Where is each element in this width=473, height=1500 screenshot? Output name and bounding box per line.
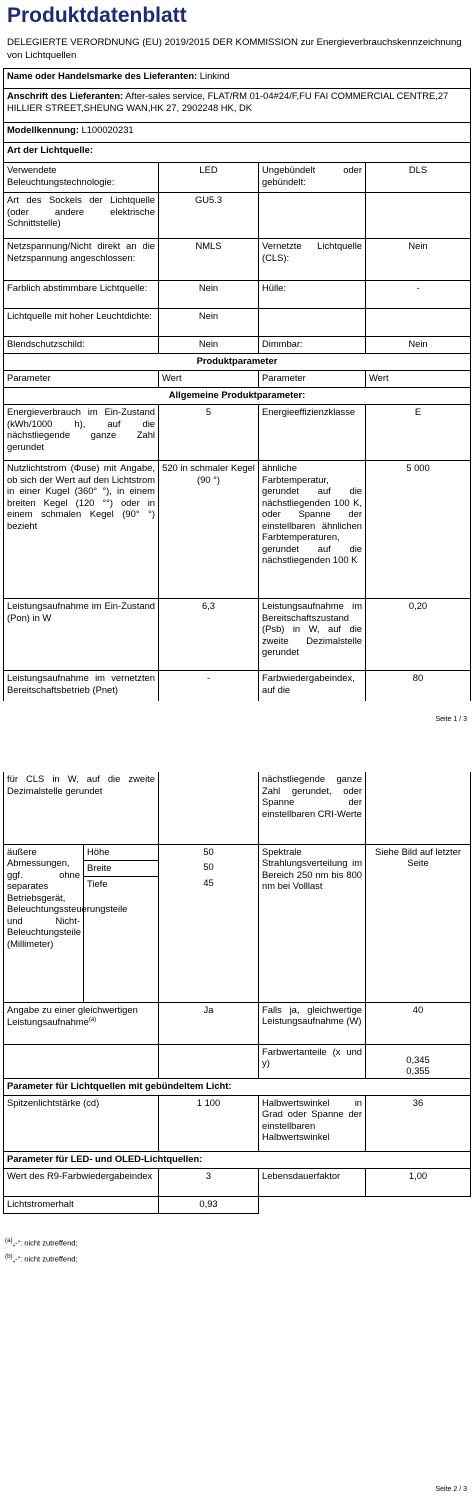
param-label: Blendschutzschild: [4, 337, 159, 354]
footnote-text: „-“: nicht zutreffend; [12, 1238, 78, 1248]
supplier-address-label: Anschrift des Lieferanten: [7, 90, 124, 101]
param-value [159, 772, 259, 844]
param-value: 5 000 [366, 461, 471, 599]
param-value: Nein [366, 337, 471, 354]
param-value: - [159, 671, 259, 701]
param-value: LED [159, 163, 259, 193]
param-value: NMLS [159, 239, 259, 281]
table-row [4, 1196, 471, 1213]
param-value [159, 1044, 259, 1078]
param-label: Lebensdauerfaktor [259, 1168, 366, 1196]
page-1 [0, 0, 473, 728]
model-row [4, 123, 471, 143]
column-header-parameter: Parameter [4, 371, 159, 388]
dimension-value: 45 [159, 876, 259, 1002]
param-value: Siehe Bild auf letzter Seite [366, 844, 471, 1002]
param-value: 36 [366, 1095, 471, 1151]
dimension-name: Breite [84, 860, 159, 876]
param-label: Leistungsaufnahme im Bereitschaftszustand (Psb) in W, auf die zweite Dezimalstelle gerundet [259, 599, 366, 671]
table-row [4, 599, 471, 671]
table-row [4, 309, 471, 337]
param-label: Farblich abstimmbare Lichtquelle: [4, 281, 159, 309]
param-label: Farbwertanteile (x und y) [259, 1044, 366, 1078]
page-2 [0, 772, 473, 1500]
supplier-address-value: After-sales service, FLAT/RM 01-04#24/F,FU FAI COMMERCIAL CENTRE,27 HILLIER STREET,SHEUNG WAN,HK 27, 2902248 HK, DK [7, 90, 449, 113]
param-value: 520 in schmaler Kegel (90 °) [159, 461, 259, 599]
param-label: Lichtstromerhalt [4, 1196, 159, 1213]
supplier-address-row [4, 89, 471, 123]
param-label: Verwendete Beleuchtungstechnologie: [4, 163, 159, 193]
table-row [4, 671, 471, 701]
param-label [4, 1044, 159, 1078]
param-label: Spektrale Strahlungsverteilung im Bereich 250 nm bis 800 nm bei Volllast [259, 844, 366, 1002]
param-label: Halbwertswinkel in Grad oder Spanne der einstellbaren Halbwertswinkel [259, 1095, 366, 1151]
param-label [259, 309, 366, 337]
param-label [259, 193, 366, 239]
param-value: GU5.3 [159, 193, 259, 239]
param-value: 40 [366, 1002, 471, 1044]
param-value: 1,00 [366, 1168, 471, 1196]
model-value: L100020231 [81, 124, 134, 135]
param-label: Leistungsaufnahme im Ein-Zustand (Pon) in W [4, 599, 159, 671]
param-value [366, 772, 471, 844]
supplier-name-label: Name oder Handelsmarke des Lieferanten: [7, 70, 198, 81]
param-value: E [366, 405, 471, 461]
param-value [366, 1044, 471, 1078]
footnote [5, 1250, 78, 1266]
dimension-value: 50 [159, 844, 259, 860]
chroma-x: 0,345 [406, 1053, 430, 1065]
table-row [4, 405, 471, 461]
param-value: Nein [159, 309, 259, 337]
table-row [4, 844, 471, 860]
footnote-text: „-“: nicht zutreffend; [12, 1254, 78, 1263]
param-value: 6,3 [159, 599, 259, 671]
param-label: Farbwiedergabeindex, auf die [259, 671, 366, 701]
param-label: ähnliche Farbtemperatur, gerundet auf die nächstliegenden 100 K, oder Spanne der einstellbaren ähnlichen Farbtemperaturen, gerundet auf die nächstliegenden 100 K [259, 461, 366, 599]
column-header-value: Wert [159, 371, 259, 388]
param-value: Nein [366, 239, 471, 281]
product-datasheet-table-continued [3, 772, 471, 1214]
param-label: Dimmbar: [259, 337, 366, 354]
footnotes [5, 1234, 78, 1265]
param-label: Falls ja, gleichwertige Leistungsaufnahme (W) [259, 1002, 366, 1044]
dimension-name: Höhe [84, 844, 159, 860]
product-datasheet-table [3, 68, 471, 701]
param-value: DLS [366, 163, 471, 193]
param-label: Energieverbrauch im Ein-Zustand (kWh/1000 h), auf die nächstliegende ganze Zahl gerundet [4, 405, 159, 461]
chroma-y: 0,355 [406, 1065, 430, 1076]
param-label: Vernetzte Lichtquelle (CLS): [259, 239, 366, 281]
supplier-name-value: Linkind [199, 70, 230, 81]
footnote-marker: (a) [5, 1237, 13, 1244]
regulation-intro: DELEGIERTE VERORDNUNG (EU) 2019/2015 DER KOMMISSION zur Energieverbrauchskennzeichnung von Lichtquellen [7, 37, 462, 61]
param-value: Ja [159, 1002, 259, 1044]
param-value: 5 [159, 405, 259, 461]
page-title: Produktdatenblatt [7, 4, 187, 27]
footnote-marker: (a) [88, 1017, 97, 1023]
param-label: Netzspannung/Nicht direkt an die Netzspannung angeschlossen: [4, 239, 159, 281]
param-value: 0,20 [366, 599, 471, 671]
param-label: für CLS in W, auf die zweite Dezimalstelle gerundet [4, 772, 159, 844]
column-headers [4, 371, 471, 388]
table-row [4, 1044, 471, 1078]
dimension-value: 50 [159, 860, 259, 876]
light-source-type-heading: Art der Lichtquelle: [4, 143, 471, 163]
param-label [4, 1002, 159, 1044]
general-params-heading: Allgemeine Produktparameter: [4, 388, 471, 405]
table-row [4, 772, 471, 844]
equiv-label: Angabe zu einer gleichwertigen Leistungsaufnahme [7, 1003, 138, 1028]
led-params-heading: Parameter für LED- und OLED-Lichtquellen: [4, 1151, 471, 1168]
directional-params-heading: Parameter für Lichtquellen mit gebündeltem Licht: [4, 1078, 471, 1095]
param-label: Hülle: [259, 281, 366, 309]
table-row [4, 1002, 471, 1044]
model-label: Modellkennung: [7, 124, 79, 135]
dimensions-label: äußere Abmessungen, ggf. ohne separates Betriebsgerät, Beleuchtungssteuerungsteile und Nicht-Beleuchtungsteile (Millimeter) [4, 844, 84, 1002]
table-row [4, 1168, 471, 1196]
param-label: nächstliegende ganze Zahl gerundet, oder Spanne der einstellbaren CRI-Werte [259, 772, 366, 844]
table-row [4, 239, 471, 281]
param-value: Nein [159, 337, 259, 354]
param-label: Art des Sockels der Lichtquelle (oder andere elektrische Schnittstelle) [4, 193, 159, 239]
param-label: Spitzenlichtstärke (cd) [4, 1095, 159, 1151]
param-label: Energieeffizienzklasse [259, 405, 366, 461]
param-value: Nein [159, 281, 259, 309]
param-label: Lichtquelle mit hoher Leuchtdichte: [4, 309, 159, 337]
table-row [4, 281, 471, 309]
page-number: Seite 2 / 3 [435, 1486, 467, 1493]
param-value [366, 193, 471, 239]
supplier-name-row [4, 69, 471, 89]
column-header-value: Wert [366, 371, 471, 388]
param-value: 1 100 [159, 1095, 259, 1151]
param-value: 3 [159, 1168, 259, 1196]
param-label: Ungebündelt oder gebündelt: [259, 163, 366, 193]
param-label: Leistungsaufnahme im vernetzten Bereitschaftsbetrieb (Pnet) [4, 671, 159, 701]
empty-cell [366, 1196, 471, 1213]
page-number: Seite 1 / 3 [435, 716, 467, 723]
footnote [5, 1234, 78, 1250]
empty-cell [259, 1196, 366, 1213]
param-value: - [366, 281, 471, 309]
table-row [4, 1095, 471, 1151]
param-value: 80 [366, 671, 471, 701]
param-label: Nutzlichtstrom (Φuse) mit Angabe, ob sich der Wert auf den Lichtstrom in einer Kugel (360° °), in einem breiten Kegel (120 °°) oder in einem schmalen Kegel (90° °) bezieht [4, 461, 159, 599]
table-row [4, 163, 471, 193]
column-header-parameter: Parameter [259, 371, 366, 388]
footnote-marker: (b) [5, 1252, 13, 1260]
param-label: Wert des R9-Farbwiedergabeindex [4, 1168, 159, 1196]
param-value: 0,93 [159, 1196, 259, 1213]
table-row [4, 461, 471, 599]
table-row [4, 193, 471, 239]
table-row [4, 337, 471, 354]
product-params-heading: Produktparameter [4, 354, 471, 371]
dimension-name: Tiefe [84, 876, 159, 1002]
param-value [366, 309, 471, 337]
